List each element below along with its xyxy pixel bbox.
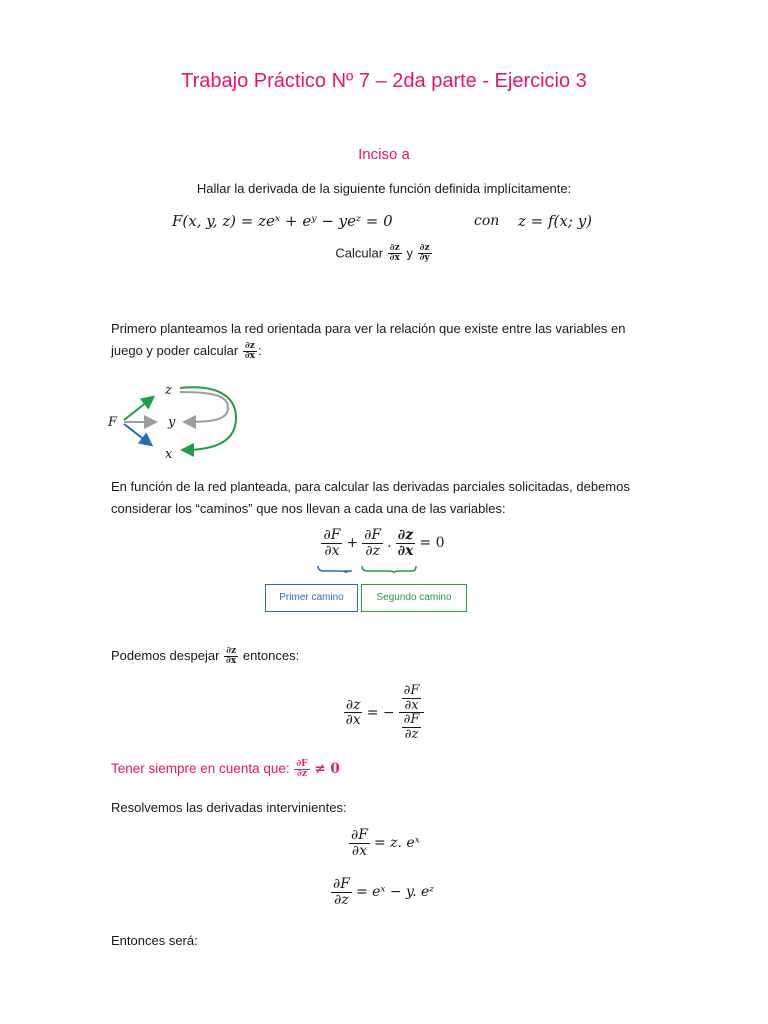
- brace-blue: [318, 566, 352, 573]
- variable-tree-diagram: [100, 378, 250, 466]
- brace-green: [362, 566, 416, 573]
- result-dF-dz: [330, 877, 434, 907]
- edge-z-y: [180, 392, 228, 422]
- segundo-camino-box: Segundo camino: [361, 584, 467, 612]
- equals-zero: = 0: [419, 535, 445, 552]
- solved-equation: [0, 684, 768, 742]
- node-x: x: [165, 447, 173, 462]
- paragraph-red-orientada: [111, 318, 671, 362]
- edge-F-z: [124, 398, 152, 420]
- edge-F-x: [124, 424, 150, 444]
- con-label: con: [474, 213, 500, 229]
- result-dF-dx: [348, 828, 420, 858]
- edge-z-x: [180, 387, 236, 450]
- primer-camino-box: Primer camino: [265, 584, 358, 612]
- fraction-dz-dx: $\frac{\partial z}{\partial x}$: [345, 696, 361, 729]
- paragraph-caminos: En función de la red planteada, para calcular las derivadas parciales solicitadas, debemos considerar los “caminos” que nos llevan a cada una de las variables:: [111, 479, 630, 516]
- fraction-dz-dx: $\frac{\partial z}{\partial x}$: [389, 243, 400, 264]
- calc-label: Calcular: [335, 245, 384, 261]
- node-F: F: [108, 415, 118, 430]
- fraction-dF-dz-pink: $\frac{\partial F}{\partial z}$: [296, 758, 308, 779]
- result-dF-dx-value: = z. eˣ: [373, 835, 420, 852]
- calc-line: [0, 244, 768, 264]
- fraction-dz-dx-bold: $\frac{\partial z}{\partial x}$: [397, 527, 414, 559]
- path-braces: [316, 564, 420, 574]
- equals-minus: = −: [366, 704, 395, 721]
- fraction-dF-dx: $\frac{\partial F}{\partial x}$: [351, 827, 368, 859]
- not-equal-zero: ≠ 0: [314, 761, 340, 777]
- compound-fraction: $\frac{\frac{\partial F}{\partial x}}{\frac{\partial F}{\partial z}}$: [399, 684, 425, 742]
- section-heading: Inciso a: [358, 146, 410, 163]
- note-label: Tener siempre en cuenta que:: [111, 761, 290, 776]
- paragraph-line-1: Primero planteamos la red orientada para ver la relación que existe entre las variables en: [111, 321, 626, 336]
- node-y: y: [168, 415, 176, 430]
- page-title: Trabajo Práctico Nº 7 – 2da parte - Ejercicio 3: [181, 70, 587, 92]
- paragraph-despejar: Podemos despejar $\frac{\partial z}{\partial x}$ entonces:: [111, 645, 300, 667]
- paragraph-resolvemos: Resolvemos las derivadas intervinientes:: [111, 800, 347, 815]
- intro-text: Hallar la derivada de la siguiente función definida implícitamente:: [196, 181, 572, 196]
- con-equation: z = f(x; y): [518, 212, 593, 230]
- fraction-dz-dy: $\frac{\partial z}{\partial y}$: [419, 243, 430, 264]
- chain-rule-equation: $\frac{\partial F}{\partial x}$ + $\frac{\partial F}{\partial z}$ . $\frac{\partial z}{\partial x}$ = 0: [323, 527, 445, 559]
- fraction-dF-dx: $\frac{\partial F}{\partial x}$: [323, 527, 341, 559]
- node-z: z: [165, 383, 172, 398]
- fraction-dz-dx: $\frac{\partial z}{\partial x}$: [226, 645, 237, 667]
- note-line: [111, 758, 671, 780]
- function-equation: F(x, y, z) = zeˣ + eʸ − yeᶻ = 0: [172, 212, 393, 230]
- result-dF-dz-value: = eˣ − y. eᶻ: [355, 884, 434, 901]
- paragraph-line-2: juego y poder calcular $\frac{\partial z}{\partial x}$ :: [111, 340, 262, 362]
- fraction-dF-dz: $\frac{\partial F}{\partial z}$: [333, 876, 350, 908]
- fraction-dF-dz: $\frac{\partial F}{\partial z}$: [364, 527, 382, 559]
- calc-y: y: [406, 245, 413, 261]
- fraction-dz-dx: $\frac{\partial z}{\partial x}$: [244, 340, 256, 362]
- paragraph-entonces: Entonces será:: [111, 933, 198, 948]
